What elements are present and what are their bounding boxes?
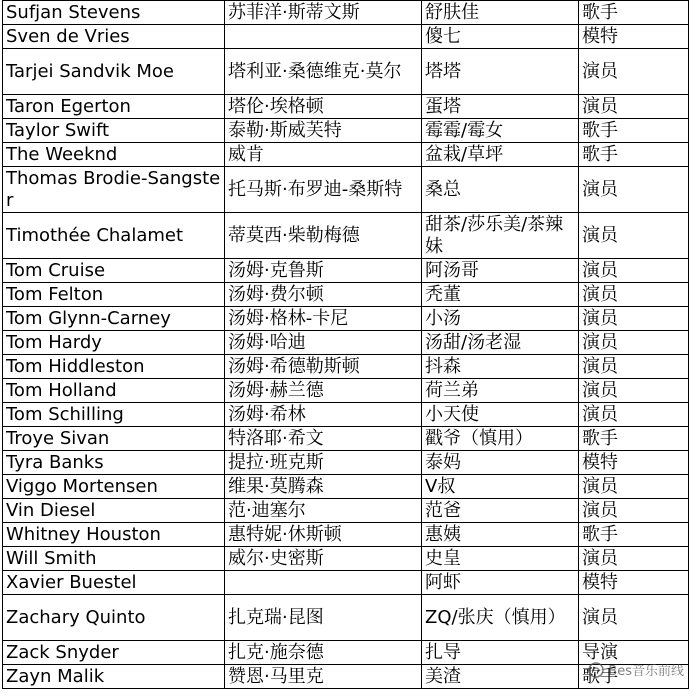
watermark-text: Bes音乐前线	[608, 664, 684, 679]
nickname-cell: 惠姨	[422, 523, 579, 547]
occupation-cell: 演员	[579, 499, 689, 523]
table-body	[3, 1, 689, 689]
table-row	[3, 119, 689, 143]
occupation-cell: 演员	[579, 213, 689, 259]
chinese-name-cell: 汤姆·克鲁斯	[225, 259, 422, 283]
english-name-cell: Sven de Vries	[3, 25, 225, 49]
occupation-cell: 演员	[579, 475, 689, 499]
occupation-cell: 演员	[579, 307, 689, 331]
chinese-name-cell	[225, 25, 422, 49]
occupation-cell: 演员	[579, 283, 689, 307]
occupation-cell: 歌手	[579, 119, 689, 143]
table-row	[3, 595, 689, 641]
nickname-cell: 小汤	[422, 307, 579, 331]
table-row	[3, 283, 689, 307]
nickname-cell: 戳爷（慎用）	[422, 427, 579, 451]
table-row	[3, 259, 689, 283]
chinese-name-cell: 塔利亚·桑德维克·莫尔	[225, 49, 422, 95]
english-name-cell: Zayn Malik	[3, 665, 225, 689]
nickname-cell: 舒肤佳	[422, 1, 579, 25]
english-name-cell: Viggo Mortensen	[3, 475, 225, 499]
english-name-cell: Xavier Buestel	[3, 571, 225, 595]
nickname-cell: 范爸	[422, 499, 579, 523]
table-row	[3, 307, 689, 331]
english-name-cell: Will Smith	[3, 547, 225, 571]
occupation-cell: 演员	[579, 403, 689, 427]
chinese-name-cell: 范·迪塞尔	[225, 499, 422, 523]
occupation-cell: 模特	[579, 451, 689, 475]
chinese-name-cell: 塔伦·埃格顿	[225, 95, 422, 119]
english-name-cell: Tom Cruise	[3, 259, 225, 283]
nickname-cell: 史皇	[422, 547, 579, 571]
table-row	[3, 475, 689, 499]
chinese-name-cell: 汤姆·赫兰德	[225, 379, 422, 403]
occupation-cell: 演员	[579, 95, 689, 119]
english-name-cell: Tyra Banks	[3, 451, 225, 475]
nickname-cell: 傻七	[422, 25, 579, 49]
occupation-cell: 演员	[579, 331, 689, 355]
chinese-name-cell: 汤姆·哈迪	[225, 331, 422, 355]
table-row	[3, 355, 689, 379]
occupation-cell: 歌手	[579, 1, 689, 25]
table-row	[3, 641, 689, 665]
occupation-cell: 演员	[579, 167, 689, 213]
table-row	[3, 167, 689, 213]
chinese-name-cell: 提拉·班克斯	[225, 451, 422, 475]
table-row	[3, 95, 689, 119]
english-name-cell: Tom Hiddleston	[3, 355, 225, 379]
english-name-cell: Timothée Chalamet	[3, 213, 225, 259]
table-row	[3, 49, 689, 95]
chinese-name-cell: 威尔·史密斯	[225, 547, 422, 571]
table-row	[3, 451, 689, 475]
chinese-name-cell: 泰勒·斯威芙特	[225, 119, 422, 143]
occupation-cell: 演员	[579, 355, 689, 379]
chinese-name-cell: 维果·莫腾森	[225, 475, 422, 499]
table-row	[3, 547, 689, 571]
nickname-cell: 荷兰弟	[422, 379, 579, 403]
english-name-cell: Zachary Quinto	[3, 595, 225, 641]
occupation-cell: 演员	[579, 595, 689, 641]
occupation-cell: 歌手	[579, 143, 689, 167]
occupation-cell: 演员	[579, 379, 689, 403]
chinese-name-cell: 扎克·施奈德	[225, 641, 422, 665]
english-name-cell: Thomas Brodie-Sangster	[3, 167, 225, 213]
english-name-cell: Zack Snyder	[3, 641, 225, 665]
table-row	[3, 665, 689, 689]
nickname-cell: 美渣	[422, 665, 579, 689]
nickname-cell: 蛋塔	[422, 95, 579, 119]
english-name-cell: Tom Hardy	[3, 331, 225, 355]
table-row	[3, 499, 689, 523]
chinese-name-cell: 蒂莫西·柴勒梅德	[225, 213, 422, 259]
nickname-cell: 扎导	[422, 641, 579, 665]
occupation-cell: 歌手	[579, 665, 689, 689]
table-row	[3, 213, 689, 259]
english-name-cell: Tarjei Sandvik Moe	[3, 49, 225, 95]
occupation-cell: 歌手	[579, 523, 689, 547]
chinese-name-cell: 惠特妮·休斯顿	[225, 523, 422, 547]
nickname-cell: V叔	[422, 475, 579, 499]
nickname-cell: 抖森	[422, 355, 579, 379]
english-name-cell: Tom Schilling	[3, 403, 225, 427]
nickname-cell: 塔塔	[422, 49, 579, 95]
occupation-cell: 模特	[579, 571, 689, 595]
table-row	[3, 25, 689, 49]
table-row	[3, 403, 689, 427]
occupation-cell: 导演	[579, 641, 689, 665]
english-name-cell: Taylor Swift	[3, 119, 225, 143]
table-row	[3, 1, 689, 25]
english-name-cell: Tom Felton	[3, 283, 225, 307]
nickname-cell: 甜茶/莎乐美/茶辣妹	[422, 213, 579, 259]
chinese-name-cell: 汤姆·希林	[225, 403, 422, 427]
chinese-name-cell: 汤姆·费尔顿	[225, 283, 422, 307]
english-name-cell: Sufjan Stevens	[3, 1, 225, 25]
chinese-name-cell: 汤姆·希德勒斯顿	[225, 355, 422, 379]
nickname-cell: 盆栽/草坪	[422, 143, 579, 167]
nickname-cell: 桑总	[422, 167, 579, 213]
nickname-cell: 阿虾	[422, 571, 579, 595]
chinese-name-cell: 扎克瑞·昆图	[225, 595, 422, 641]
table-row	[3, 331, 689, 355]
english-name-cell: Tom Glynn-Carney	[3, 307, 225, 331]
english-name-cell: Vin Diesel	[3, 499, 225, 523]
occupation-cell: 模特	[579, 25, 689, 49]
english-name-cell: Whitney Houston	[3, 523, 225, 547]
english-name-cell: The Weeknd	[3, 143, 225, 167]
chinese-name-cell: 托马斯·布罗迪-桑斯特	[225, 167, 422, 213]
occupation-cell: 演员	[579, 547, 689, 571]
english-name-cell: Troye Sivan	[3, 427, 225, 451]
nickname-cell: ZQ/张庆（慎用）	[422, 595, 579, 641]
nickname-cell: 汤甜/汤老湿	[422, 331, 579, 355]
nickname-table	[2, 0, 689, 689]
table-row	[3, 523, 689, 547]
chinese-name-cell: 苏菲洋·斯蒂文斯	[225, 1, 422, 25]
chinese-name-cell: 威肯	[225, 143, 422, 167]
nickname-cell: 霉霉/霉女	[422, 119, 579, 143]
table-row	[3, 427, 689, 451]
nickname-cell: 阿汤哥	[422, 259, 579, 283]
chinese-name-cell	[225, 571, 422, 595]
table-row	[3, 571, 689, 595]
occupation-cell: 歌手	[579, 427, 689, 451]
chinese-name-cell: 汤姆·格林-卡尼	[225, 307, 422, 331]
occupation-cell: 演员	[579, 259, 689, 283]
chinese-name-cell: 赞恩·马里克	[225, 665, 422, 689]
english-name-cell: Taron Egerton	[3, 95, 225, 119]
nickname-cell: 小天使	[422, 403, 579, 427]
english-name-cell: Tom Holland	[3, 379, 225, 403]
occupation-cell: 演员	[579, 49, 689, 95]
nickname-cell: 秃董	[422, 283, 579, 307]
table-row	[3, 379, 689, 403]
nickname-cell: 泰妈	[422, 451, 579, 475]
table-row	[3, 143, 689, 167]
chinese-name-cell: 特洛耶·希文	[225, 427, 422, 451]
